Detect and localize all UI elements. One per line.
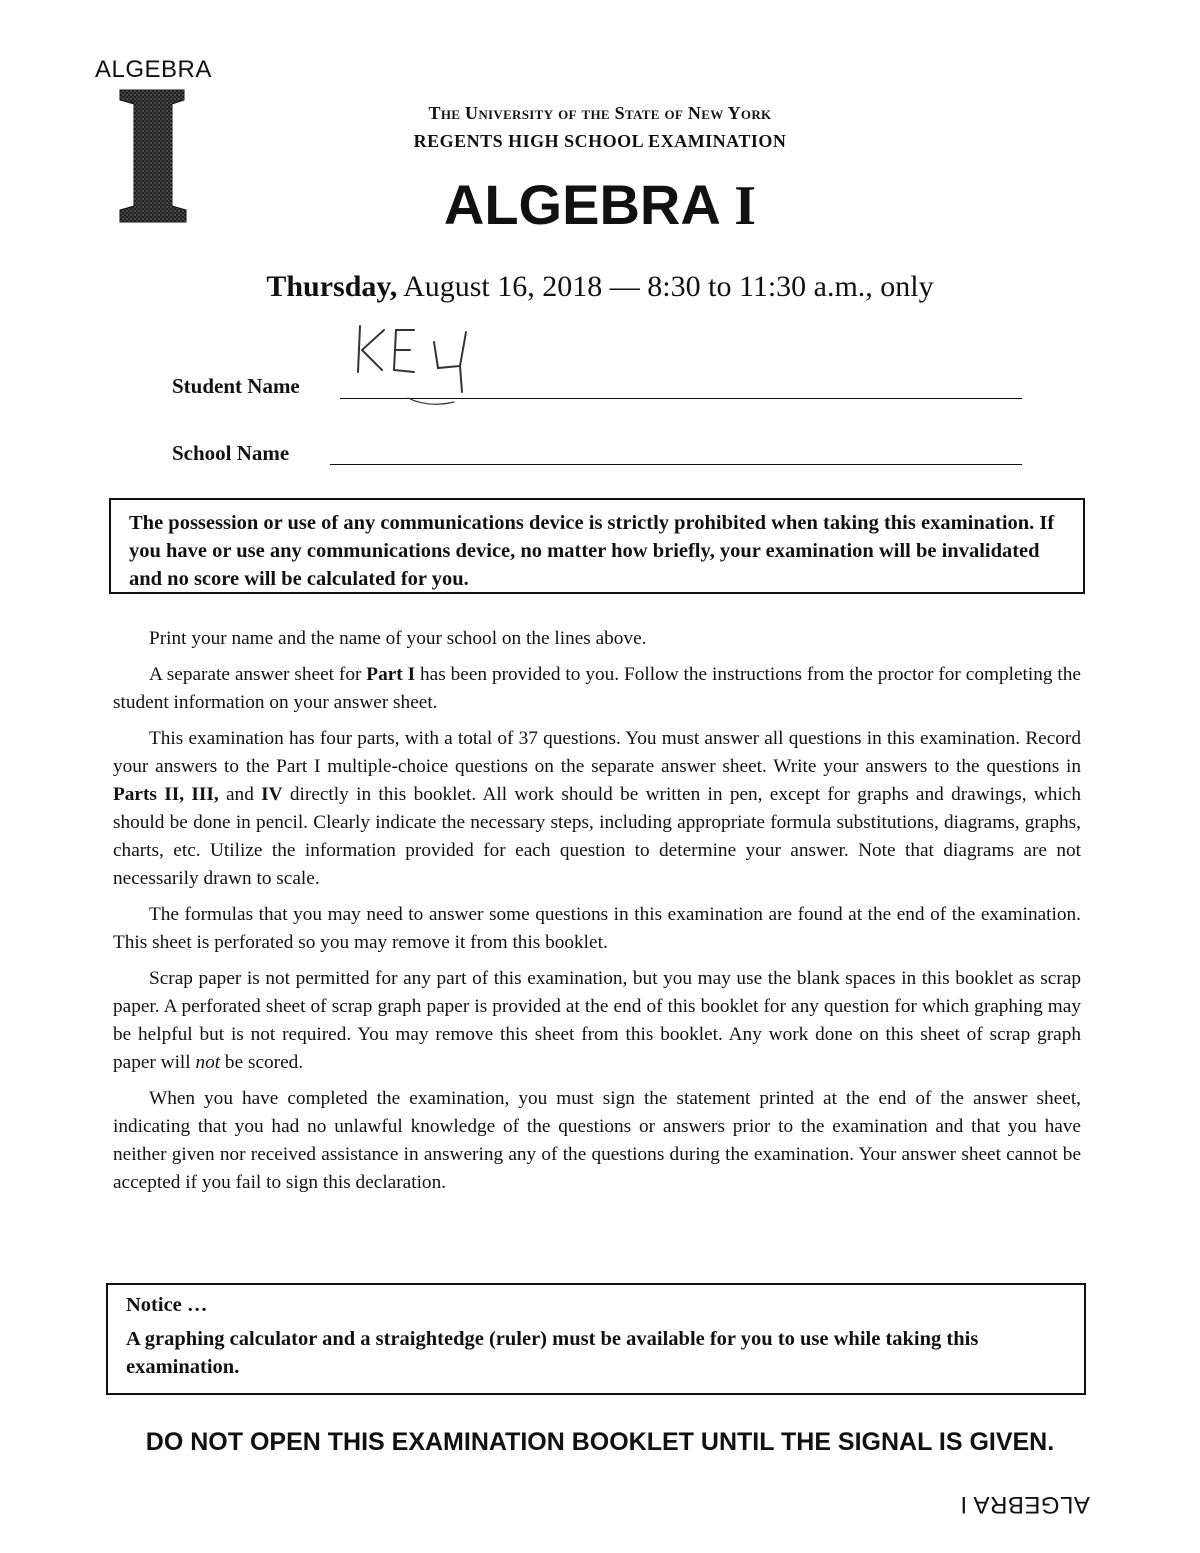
instruction-text: This examination has four parts, with a total of 37 questions. You must answer all questions in this examination. Record your answers to the Part I multiple-choice questions on the separate answer sheet. Write your answers to the questions in — [113, 728, 1081, 777]
instruction-text: be scored. — [220, 1052, 304, 1073]
exam-day: Thursday, — [266, 270, 398, 303]
notice-text: A graphing calculator and a straightedge (ruler) must be available for you to use while taking this examination. — [126, 1328, 979, 1378]
student-name-label: Student Name — [172, 374, 300, 398]
handwritten-key-signature — [348, 312, 488, 412]
instruction-text: A separate answer sheet for — [149, 664, 367, 685]
instruction-text: has been provided to you. Follow the instructions from the proctor for completing the student information on your answer sheet. — [113, 664, 1081, 713]
instruction-paragraph — [113, 661, 1081, 717]
instruction-text: Print your name and the name of your school on the lines above. — [149, 628, 647, 649]
device-warning-text: The possession or use of any communications device is strictly prohibited when taking this examination. If you have or use any communications device, no matter how briefly, your examination will be invalidated and no score will be calculated for you. — [129, 512, 1055, 590]
notice-heading: Notice … — [126, 1294, 208, 1316]
school-name-line[interactable] — [330, 464, 1022, 465]
instruction-italic-text: not — [195, 1052, 221, 1073]
title-main: ALGEBRA — [443, 173, 719, 236]
instruction-text: Scrap paper is not permitted for any part of this examination, but you may use the blank spaces in this booklet as scrap paper. A perforated sheet of scrap graph paper is provided at the end of this booklet for any question for which graphing may be helpful but is not required. You may remove this sheet from this booklet. Any work done on this sheet of scrap graph paper will — [113, 968, 1081, 1073]
instruction-paragraph — [113, 965, 1081, 1077]
instruction-text: When you have completed the examination, you must sign the statement printed at the end of the answer sheet, indicating that you had no unlawful knowledge of the questions or answers prior to the examination and that you have neither given nor received assistance in answering any of the questions during the examination. Your answer sheet cannot be accepted if you fail to sign this declaration. — [113, 1088, 1081, 1193]
exam-date-time: August 16, 2018 — 8:30 to 11:30 a.m., only — [403, 270, 934, 303]
instructions — [113, 625, 1081, 1205]
instruction-bold-text: IV — [261, 784, 283, 805]
instruction-paragraph — [113, 1085, 1081, 1197]
page-title — [0, 172, 1200, 238]
instruction-text: The formulas that you may need to answer some questions in this examination are found at the end of the examination. This sheet is perforated so you may remove it from this booklet. — [113, 904, 1081, 953]
school-name-label: School Name — [172, 441, 290, 465]
instruction-bold-text: Parts II, III, — [113, 784, 219, 805]
exam-date-line — [0, 270, 1200, 304]
device-warning-box — [109, 498, 1085, 594]
instruction-paragraph — [113, 901, 1081, 957]
flipped-subject-label: ALGEBRA I — [960, 1491, 1090, 1518]
instruction-text: directly in this booklet. All work should be written in pen, except for graphs and drawings, which should be done in pencil. Clearly indicate the necessary steps, including appropriate formula substitutions, diagrams, graphs, charts, etc. Utilize the information provided for each question to determine your answer. Note that diagrams are not necessarily drawn to scale. — [113, 784, 1082, 889]
university-heading: The University of the State of New York — [428, 103, 772, 123]
exam-type-heading: REGENTS HIGH SCHOOL EXAMINATION — [413, 131, 787, 151]
do-not-open-warning: DO NOT OPEN THIS EXAMINATION BOOKLET UNTIL THE SIGNAL IS GIVEN. — [145, 1428, 1055, 1456]
instruction-bold-text: Part I — [366, 664, 416, 685]
instruction-paragraph — [113, 725, 1081, 893]
calculator-notice-box — [106, 1283, 1086, 1395]
corner-subject-label: ALGEBRA — [95, 56, 212, 83]
instruction-text: and — [218, 784, 262, 805]
title-roman-numeral: I — [734, 175, 757, 237]
instruction-paragraph — [113, 625, 1081, 653]
